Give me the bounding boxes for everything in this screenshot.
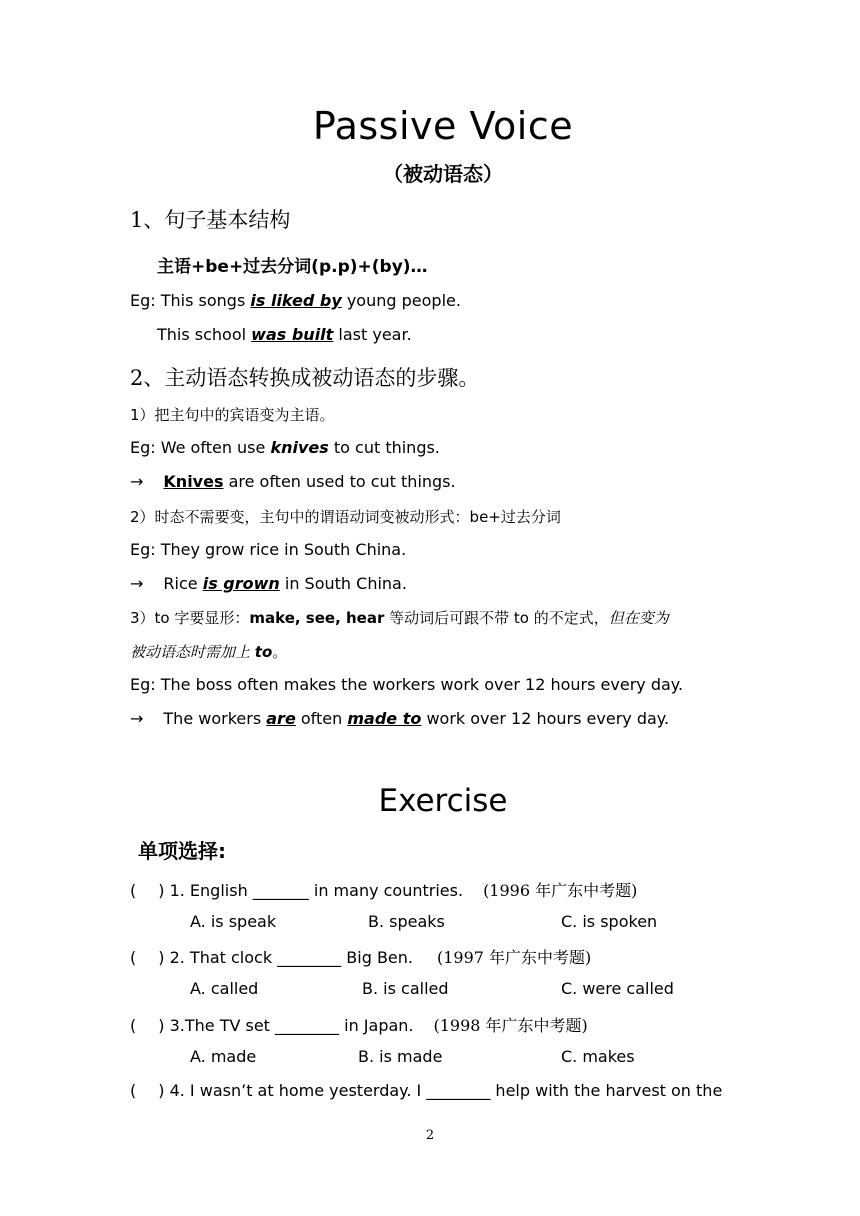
arrow-icon: → bbox=[130, 709, 144, 728]
step3-example: Eg: The boss often makes the workers work over 12 hours every day. bbox=[130, 675, 684, 694]
step2-result: → Rice is grown in South China. bbox=[130, 574, 407, 593]
q1-option-c: C. is spoken bbox=[561, 912, 658, 931]
step3-result: → The workers are often made to work over 12 hours every day. bbox=[130, 709, 670, 728]
q3-option-b: B. is made bbox=[358, 1047, 443, 1066]
q2-option-b: B. is called bbox=[362, 979, 449, 998]
q3-option-a: A. made bbox=[190, 1047, 257, 1066]
exercise-title: Exercise bbox=[378, 783, 508, 819]
section1-heading: 1、句子基本结构 bbox=[130, 208, 291, 232]
step2-label: 2）时态不需要变，主句中的谓语动词变被动形式：be+过去分词 bbox=[130, 508, 561, 526]
example-line-2: This school was built last year. bbox=[157, 325, 412, 344]
step2-example: Eg: They grow rice in South China. bbox=[130, 540, 407, 559]
formula: 主语+be+过去分词(p.p)+(by)… bbox=[157, 257, 428, 277]
q1-option-b: B. speaks bbox=[368, 912, 445, 931]
step1-example: Eg: We often use knives to cut things. bbox=[130, 438, 440, 457]
question-4: ( ) 4. I wasn’t at home yesterday. I ________ help with the harvest on the bbox=[130, 1081, 723, 1100]
step3-label: 3）to 字要显形：make, see, hear 等动词后可跟不带 to 的不定式，但在变为 bbox=[130, 609, 669, 627]
example-line-1: Eg: This songs is liked by young people. bbox=[130, 291, 461, 310]
q2-option-a: A. called bbox=[190, 979, 259, 998]
step1-result: → Knives are often used to cut things. bbox=[130, 472, 456, 491]
step1-label: 1）把主句中的宾语变为主语。 bbox=[130, 406, 335, 424]
q2-option-c: C. were called bbox=[561, 979, 674, 998]
arrow-icon: → bbox=[130, 472, 144, 491]
step3-label-cont: 被动语态时需加上 to。 bbox=[130, 643, 288, 661]
arrow-icon: → bbox=[130, 574, 144, 593]
q1-option-a: A. is speak bbox=[190, 912, 277, 931]
page-number: 2 bbox=[425, 1128, 435, 1143]
exercise-heading: 单项选择: bbox=[138, 839, 226, 863]
question-2: ( ) 2. That clock ________ Big Ben. (1997 年广东中考题) bbox=[130, 948, 592, 967]
page-subtitle: （被动语态） bbox=[383, 162, 503, 186]
question-1: ( ) 1. English _______ in many countries. (1996 年广东中考题) bbox=[130, 881, 638, 900]
section2-heading: 2、主动语态转换成被动语态的步骤。 bbox=[130, 366, 480, 390]
page-title: Passive Voice bbox=[312, 104, 574, 148]
question-3: ( ) 3.The TV set ________ in Japan. (1998 年广东中考题) bbox=[130, 1016, 588, 1035]
q3-option-c: C. makes bbox=[561, 1047, 635, 1066]
